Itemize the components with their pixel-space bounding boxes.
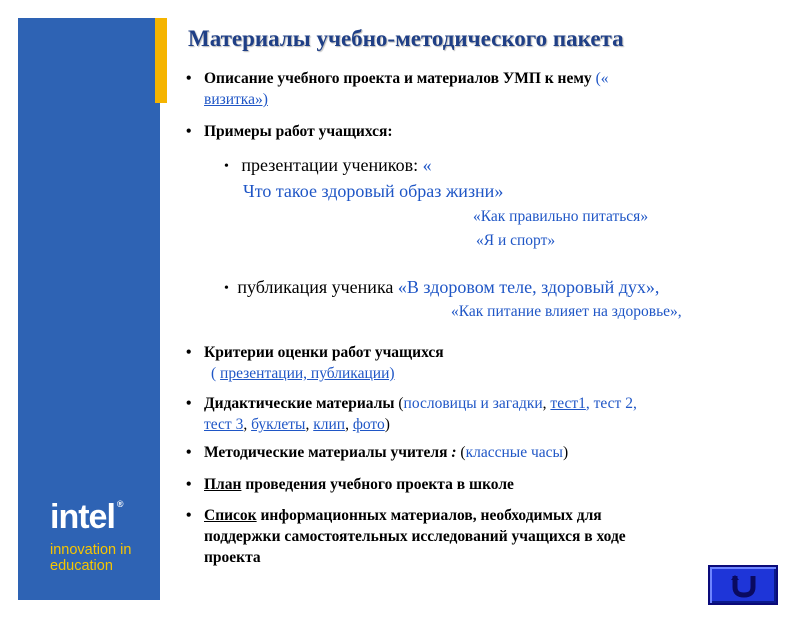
test2-link[interactable]: , тест 2, — [585, 395, 637, 412]
proverbs-link[interactable]: пословицы и загадки — [403, 395, 543, 412]
test1-link[interactable]: тест1 — [550, 395, 586, 412]
slide-title: Материалы учебно-методического пакета — [188, 26, 624, 51]
booklets-link[interactable]: буклеты — [251, 416, 306, 433]
logo-tagline-2: education — [50, 558, 113, 574]
presentation-eat-right[interactable]: «Как правильно питаться» — [473, 208, 649, 225]
logo-tagline-1: innovation in — [50, 542, 132, 558]
sub-bullet-presentations: • презентации учеников: « — [224, 155, 432, 175]
business-card-link-open[interactable]: (« — [595, 70, 609, 87]
intel-logo — [50, 500, 131, 574]
class-hours-link[interactable]: классные часы — [465, 444, 563, 461]
presentation-me-and-sport[interactable]: «Я и спорт» — [476, 232, 556, 249]
list-link[interactable]: Список — [204, 507, 257, 524]
plan-link[interactable]: План — [204, 476, 242, 493]
publication-healthy-body[interactable]: «В здоровом теле, здоровый дух», — [397, 277, 660, 297]
clip-link[interactable]: клип — [313, 416, 346, 433]
business-card-link[interactable]: визитка») — [204, 91, 268, 108]
criteria-link[interactable]: презентации, публикации) — [220, 365, 395, 382]
publication-nutrition-health[interactable]: «Как питание влияет на здоровье», — [451, 303, 682, 320]
presentation-healthy-lifestyle[interactable]: Что такое здоровый образ жизни» — [243, 181, 504, 201]
return-arrow-icon — [731, 574, 757, 598]
logo-reg: ® — [116, 499, 123, 509]
return-button[interactable] — [708, 565, 778, 605]
logo-brand: intel — [50, 498, 115, 536]
accent-bar — [155, 18, 167, 103]
test3-link[interactable]: тест 3 — [204, 416, 244, 433]
sub-bullet-publication: • публикация ученика «В здоровом теле, здоровый дух», — [224, 277, 660, 297]
photo-link[interactable]: фото — [352, 416, 385, 433]
